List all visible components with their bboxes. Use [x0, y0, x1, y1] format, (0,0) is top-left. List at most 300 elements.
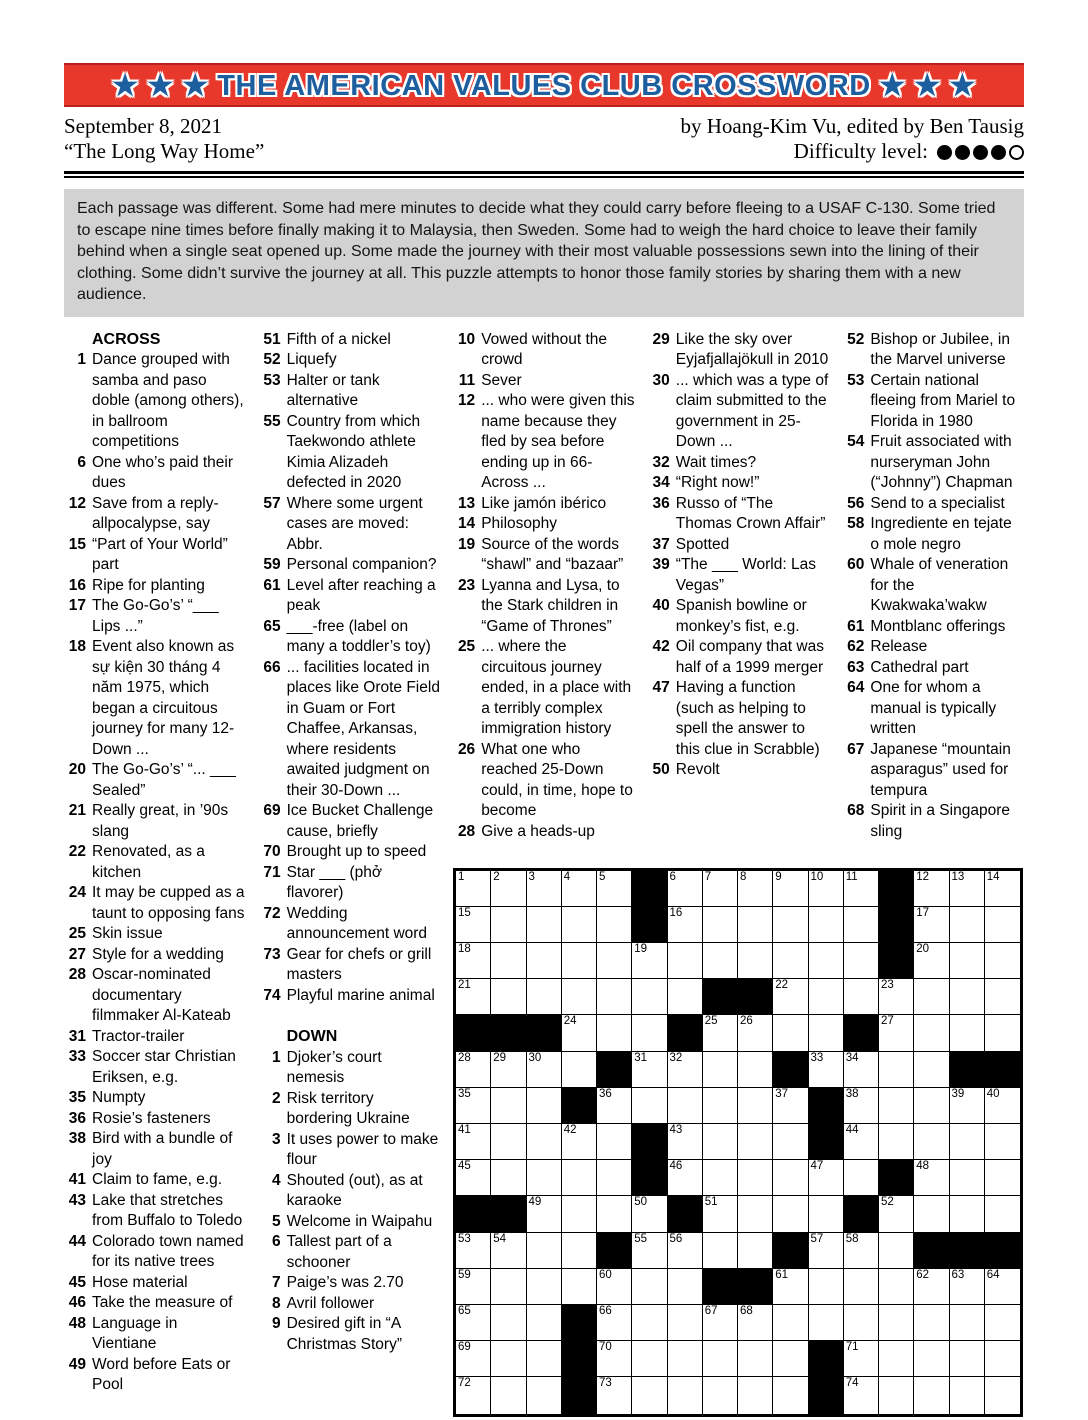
grid-cell: [738, 1124, 773, 1160]
grid-cell: [456, 1088, 491, 1124]
grid-cell-number: 67: [704, 1304, 718, 1317]
grid-cell-number: 9: [775, 870, 782, 883]
clue-item: [64, 350, 246, 453]
grid-cell: [562, 1015, 597, 1051]
clue-number: 24: [68, 884, 86, 901]
grid-cell: [527, 979, 562, 1015]
clue-text: Bishop or Jubilee, in the Marvel universe: [870, 330, 1010, 368]
clue-item: [64, 535, 246, 576]
grid-cell-black: [773, 1233, 808, 1269]
grid-cell-number: 3: [528, 870, 535, 883]
grid-cell: [809, 943, 844, 979]
grid-cell: [562, 979, 597, 1015]
grid-cell: [527, 1160, 562, 1196]
grid-cell-number: 62: [916, 1268, 930, 1281]
grid-cell: [597, 979, 632, 1015]
grid-cell: [950, 1124, 985, 1160]
grid-cell: [985, 907, 1020, 943]
clue-item: [453, 637, 635, 740]
grid-cell-number: 27: [881, 1015, 894, 1028]
grid-cell: [844, 871, 879, 907]
clue-number: 55: [263, 412, 281, 430]
grid-cell: [527, 1124, 562, 1160]
clue-number: 3: [271, 1130, 281, 1148]
grid-cell: [703, 1196, 738, 1232]
grid-cell: [562, 1160, 597, 1196]
grid-cell: [914, 871, 949, 907]
clue-text: Style for a wedding: [92, 945, 224, 963]
clue-item: [842, 514, 1024, 555]
clue-item: [259, 1130, 441, 1171]
grid-cell-number: 30: [528, 1051, 542, 1064]
clue-text: Sever: [481, 371, 522, 389]
grid-cell: [597, 943, 632, 979]
grid-cell-black: [703, 1269, 738, 1305]
intro-note: Each passage was different. Some had mere minutes to decide what they could carry before fleeing to a USAF C-130. Some tried to escape nine times before finally making it to Malaysia, then Sweden. Some had to weigh the hard choice to leave their family behind when a single seat opened up. Some made the journey with their most valuable possessions sewn into the lining of their clothing. Some didn’t survive the journey at all. This puzzle attempts to honor those family stories by sharing them with a new audience.: [64, 189, 1024, 317]
grid-cell: [844, 1088, 879, 1124]
clue-item: [648, 678, 830, 760]
grid-cell-number: 35: [458, 1087, 471, 1100]
clue-item: [453, 330, 635, 371]
clue-text: Ingrediente en tejate o mole negro: [870, 515, 1012, 553]
clue-number: 45: [68, 1273, 86, 1291]
grid-cell-number: 65: [458, 1304, 471, 1317]
grid-cell-black: [632, 871, 667, 907]
grid-cell: [950, 943, 985, 979]
clue-number: 12: [68, 494, 86, 512]
grid-cell: [527, 1196, 562, 1232]
clue-item: [648, 596, 830, 637]
grid-cell-number: 52: [881, 1196, 894, 1209]
grid-cell-number: 13: [951, 870, 965, 883]
clue-text: Avril follower: [286, 1294, 375, 1312]
clue-item: [648, 330, 830, 371]
grid-cell-black: [668, 1196, 703, 1232]
clue-number: 50: [652, 761, 670, 778]
grid-cell: [879, 1341, 914, 1377]
grid-cell: [738, 907, 773, 943]
grid-cell: [738, 1305, 773, 1341]
grid-cell-black: [879, 943, 914, 979]
clue-number: 26: [457, 740, 476, 758]
grid-cell: [456, 1124, 491, 1160]
clue-item: [453, 371, 635, 392]
grid-cell-black: [491, 1015, 526, 1051]
grid-cell-number: 63: [951, 1268, 965, 1281]
grid-cell: [491, 1341, 526, 1377]
clue-number: 2: [271, 1089, 281, 1107]
grid-cell: [456, 1269, 491, 1305]
clue-item: [648, 494, 830, 535]
clue-text: Like jamón ibérico: [481, 494, 607, 512]
grid-cell: [668, 1233, 703, 1269]
clue-item: [259, 658, 441, 802]
clue-number: 23: [457, 576, 476, 594]
grid-cell: [773, 1088, 808, 1124]
grid-cell: [809, 979, 844, 1015]
clue-text: Fifth of a nickel: [286, 330, 391, 348]
grid-cell-number: 22: [775, 979, 789, 992]
clue-item: [259, 945, 441, 986]
clue-number: 74: [263, 986, 281, 1004]
clue-item: [259, 494, 441, 556]
clue-column: [259, 330, 441, 1420]
clue-text: Give a heads-up: [481, 822, 595, 840]
grid-cell: [632, 1196, 667, 1232]
grid-cell: [562, 1196, 597, 1232]
clue-number: 18: [68, 638, 86, 655]
grid-cell: [597, 1377, 632, 1413]
grid-cell: [985, 1341, 1020, 1377]
clue-text: Cathedral part: [870, 658, 969, 676]
clue-text: Risk territory bordering Ukraine: [286, 1089, 410, 1127]
grid-cell: [562, 1052, 597, 1088]
grid-cell: [597, 1160, 632, 1196]
clue-number: 61: [263, 576, 281, 594]
grid-cell-number: 44: [845, 1123, 859, 1136]
grid-cell-number: 57: [810, 1232, 824, 1245]
clue-number: 52: [263, 351, 281, 368]
grid-cell: [668, 943, 703, 979]
clue-text: Send to a specialist: [870, 494, 1005, 512]
clue-text: Wait times?: [675, 453, 757, 471]
grid-cell: [879, 979, 914, 1015]
clue-number: 14: [457, 515, 476, 532]
grid-cell-number: 24: [563, 1015, 577, 1028]
clue-number: 1: [77, 351, 86, 368]
grid-cell: [491, 1377, 526, 1413]
clue-text: Release: [870, 638, 928, 655]
clue-item: [259, 1171, 441, 1212]
clue-text: Lyanna and Lysa, to the Stark children in “Game of Thrones”: [481, 576, 620, 635]
clue-item: [64, 965, 246, 1027]
grid-cell-number: 2: [493, 870, 500, 883]
grid-cell-number: 28: [458, 1051, 471, 1064]
clue-text: Japanese “mountain asparagus” used for tempura: [870, 740, 1011, 799]
grid-cell: [950, 1088, 985, 1124]
clue-item: [64, 1170, 246, 1191]
grid-cell-number: 12: [916, 870, 930, 883]
clue-text: Russo of “The Thomas Crown Affair”: [675, 494, 826, 532]
clue-text: Oil company that was half of a 1999 merger: [675, 638, 824, 676]
clue-number: 29: [652, 330, 670, 348]
difficulty-dot-filled: [955, 145, 970, 160]
grid-cell-number: 19: [634, 942, 648, 955]
grid-cell: [668, 1341, 703, 1377]
grid-cell: [879, 1377, 914, 1413]
grid-cell-black: [632, 907, 667, 943]
grid-cell: [668, 1088, 703, 1124]
clue-number: 52: [847, 330, 865, 348]
clue-item: [259, 904, 441, 945]
grid-cell: [703, 1088, 738, 1124]
difficulty-dots: [934, 141, 1024, 166]
clue-item: [64, 1129, 246, 1170]
grid-cell-black: [562, 1377, 597, 1413]
grid-cell: [632, 1377, 667, 1413]
grid-cell: [491, 943, 526, 979]
grid-cell: [562, 1233, 597, 1269]
clue-section-header: ACROSS: [92, 330, 161, 348]
grid-cell: [844, 1377, 879, 1413]
grid-cell: [632, 1015, 667, 1051]
clue-column: [64, 330, 246, 1420]
grid-cell: [597, 1015, 632, 1051]
grid-cell: [985, 1088, 1020, 1124]
grid-cell: [491, 1269, 526, 1305]
grid-cell: [773, 871, 808, 907]
grid-cell: [844, 1305, 879, 1341]
grid-cell-number: 8: [740, 870, 747, 883]
grid-cell: [632, 943, 667, 979]
grid-cell-number: 11: [845, 870, 858, 883]
grid-cell: [668, 1269, 703, 1305]
grid-cell-number: 46: [669, 1160, 683, 1173]
clue-item: [64, 945, 246, 966]
grid-cell: [703, 1015, 738, 1051]
clue-item: [259, 1048, 441, 1089]
grid-cell: [914, 1196, 949, 1232]
grid-cell: [527, 871, 562, 907]
grid-cell-number: 53: [458, 1232, 471, 1245]
grid-cell: [527, 1341, 562, 1377]
grid-cell: [773, 979, 808, 1015]
grid-cell: [809, 1269, 844, 1305]
grid-cell: [738, 1196, 773, 1232]
clue-number: 54: [847, 433, 865, 450]
clue-text: “The ___ World: Las Vegas”: [675, 556, 816, 594]
clue-item: [64, 1273, 246, 1294]
grid-cell: [773, 1305, 808, 1341]
clue-item: [648, 760, 830, 781]
clue-item: [648, 535, 830, 556]
grid-cell-number: 49: [528, 1196, 542, 1209]
grid-cell-black: [914, 1233, 949, 1269]
clue-item: [259, 1294, 441, 1315]
clue-number: 56: [847, 494, 865, 512]
grid-cell-black: [597, 1233, 632, 1269]
grid-cell-number: 54: [493, 1232, 507, 1245]
grid-cell: [456, 1377, 491, 1413]
clue-text: Spanish bowline or monkey’s fist, e.g.: [675, 597, 807, 635]
grid-cell: [668, 907, 703, 943]
grid-cell-number: 74: [845, 1377, 859, 1390]
clue-item: [64, 596, 246, 637]
clue-item: [64, 1232, 246, 1273]
grid-cell: [809, 1196, 844, 1232]
clue-number: 62: [847, 638, 865, 655]
grid-cell: [879, 1052, 914, 1088]
masthead-banner: [64, 63, 1024, 107]
clue-text: Vowed without the crowd: [481, 330, 607, 368]
clue-text: What one who reached 25-Down could, in time, hope to become: [481, 740, 633, 819]
grid-cell-number: 41: [458, 1123, 471, 1136]
grid-cell: [562, 1124, 597, 1160]
clue-item: [842, 432, 1024, 494]
crossword-grid: [453, 868, 1023, 1417]
clue-number: 69: [263, 802, 281, 819]
grid-cell: [527, 943, 562, 979]
grid-cell: [879, 1269, 914, 1305]
grid-cell-number: 29: [493, 1051, 507, 1064]
clue-item: [64, 576, 246, 597]
clue-text: Halter or tank alternative: [286, 371, 380, 409]
clue-text: The Go-Go’s’ “___ Lips ...”: [92, 597, 219, 635]
clue-number: 19: [457, 535, 476, 553]
grid-cell-black: [879, 907, 914, 943]
clue-item: [453, 391, 635, 494]
grid-cell-number: 42: [563, 1123, 577, 1136]
clue-text: Gear for chefs or grill masters: [286, 945, 432, 983]
grid-cell: [985, 943, 1020, 979]
clue-number: 59: [263, 556, 281, 573]
clue-number: 68: [847, 802, 865, 819]
grid-cell-black: [527, 1015, 562, 1051]
grid-cell: [950, 1160, 985, 1196]
grid-cell-black: [562, 1088, 597, 1124]
clue-number: 44: [68, 1232, 86, 1250]
clue-text: Skin issue: [92, 925, 163, 942]
difficulty-label: Difficulty level:: [793, 139, 928, 163]
grid-cell: [844, 907, 879, 943]
clue-item: [64, 1191, 246, 1232]
grid-cell-black: [456, 1015, 491, 1051]
clue-item: [842, 801, 1024, 842]
grid-cell: [950, 1341, 985, 1377]
grid-cell: [632, 1088, 667, 1124]
grid-cell: [950, 979, 985, 1015]
clue-number: 30: [652, 371, 670, 389]
grid-cell-black: [668, 1015, 703, 1051]
clue-text: Personal companion?: [286, 556, 437, 573]
difficulty-dot-empty: [1009, 145, 1024, 160]
clue-text: ... who were given this name because they fled by sea before ending up in 66-Across ...: [481, 392, 635, 491]
clue-text: Star ___ (phở flavorer): [286, 863, 383, 901]
clue-number: 67: [847, 740, 865, 758]
clue-number: 31: [68, 1027, 86, 1045]
grid-cell: [844, 1052, 879, 1088]
grid-cell-black: [985, 1052, 1020, 1088]
clue-number: 40: [652, 597, 670, 614]
clue-number: 70: [263, 843, 281, 860]
clue-text: Lake that stretches from Buffalo to Toledo: [92, 1191, 243, 1229]
clue-text: Tractor-trailer: [92, 1027, 185, 1045]
grid-cell: [844, 1160, 879, 1196]
grid-cell: [985, 871, 1020, 907]
grid-cell: [632, 1269, 667, 1305]
grid-cell-number: 31: [634, 1051, 648, 1064]
grid-cell-number: 36: [599, 1087, 612, 1100]
grid-cell: [597, 1341, 632, 1377]
grid-cell-black: [632, 1160, 667, 1196]
clue-item: [259, 801, 441, 842]
clue-number: 25: [68, 925, 86, 942]
grid-cell-black: [879, 1160, 914, 1196]
grid-cell: [879, 1124, 914, 1160]
header-rule-thin: [64, 176, 1024, 178]
clue-item: [64, 1109, 246, 1130]
grid-cell: [668, 1124, 703, 1160]
grid-cell: [456, 1052, 491, 1088]
clue-number: 33: [68, 1048, 86, 1065]
grid-cell: [703, 1124, 738, 1160]
clue-text: Event also known as sự kiện 30 tháng 4 năm 1975, which began a circuitous journey for many 12-Down ...: [92, 638, 235, 758]
clue-text: Shouted (out), as at karaoke: [286, 1171, 423, 1209]
grid-cell: [809, 1233, 844, 1269]
clue-item: [842, 678, 1024, 740]
clue-number: 35: [68, 1089, 86, 1106]
grid-cell: [562, 1269, 597, 1305]
clue-item: [64, 1027, 246, 1048]
clue-text: Like the sky over Eyjafjallajökull in 2010: [675, 330, 829, 368]
grid-cell-number: 39: [951, 1087, 965, 1100]
clue-text: Revolt: [675, 761, 720, 778]
clue-item: [259, 842, 441, 863]
clue-number: 5: [271, 1212, 281, 1230]
grid-cell: [562, 871, 597, 907]
grid-cell: [456, 907, 491, 943]
clue-number: 4: [271, 1171, 281, 1189]
clue-text: Ripe for planting: [92, 576, 205, 594]
clue-text: Renovated, as a kitchen: [92, 843, 205, 881]
grid-cell: [844, 1124, 879, 1160]
clue-number: 49: [68, 1355, 86, 1373]
clue-text: Claim to fame, e.g.: [92, 1171, 223, 1188]
clue-item: [259, 863, 441, 904]
clue-text: Wedding announcement word: [286, 904, 428, 942]
clue-number: 65: [263, 617, 281, 635]
grid-cell: [703, 1052, 738, 1088]
grid-cell: [668, 871, 703, 907]
grid-cell-number: 43: [669, 1123, 683, 1136]
grid-cell-number: 69: [458, 1341, 471, 1354]
clue-text: Bird with a bundle of joy: [92, 1130, 233, 1168]
grid-cell: [809, 871, 844, 907]
puzzle-title: “The Long Way Home”: [64, 139, 265, 163]
grid-cell-black: [809, 1124, 844, 1160]
grid-cell: [597, 1124, 632, 1160]
clue-item: [64, 883, 246, 924]
clue-text: Take the measure of: [92, 1294, 233, 1311]
grid-cell: [809, 1305, 844, 1341]
clue-item: [259, 350, 441, 371]
clue-text: Fruit associated with nurseryman John (“Johnny”) Chapman: [870, 433, 1013, 491]
clue-text: Philosophy: [481, 515, 558, 532]
clue-number: 36: [652, 494, 670, 512]
grid-cell-number: 70: [599, 1341, 612, 1354]
grid-cell-number: 47: [810, 1160, 824, 1173]
clue-text: Oscar-nominated documentary filmmaker Al-Kateab: [92, 966, 231, 1024]
clue-item: [259, 555, 441, 576]
clue-item: [64, 1355, 246, 1396]
grid-cell: [738, 1052, 773, 1088]
clue-item: [259, 576, 441, 617]
grid-cell-number: 73: [599, 1377, 612, 1390]
grid-cell-number: 38: [845, 1087, 859, 1100]
clue-text: Tallest part of a schooner: [286, 1233, 392, 1271]
grid-cell-number: 26: [740, 1015, 753, 1028]
clue-number: 60: [847, 556, 865, 573]
grid-cell: [985, 1015, 1020, 1051]
clue-item: [259, 1273, 441, 1294]
clue-item: [64, 1088, 246, 1109]
clue-number: 46: [68, 1294, 86, 1311]
grid-cell: [773, 1196, 808, 1232]
grid-cell: [950, 1305, 985, 1341]
clue-item: [648, 637, 830, 678]
grid-cell-number: 58: [845, 1232, 859, 1245]
clue-text: Certain national fleeing from Mariel to Florida in 1980: [870, 371, 1016, 430]
